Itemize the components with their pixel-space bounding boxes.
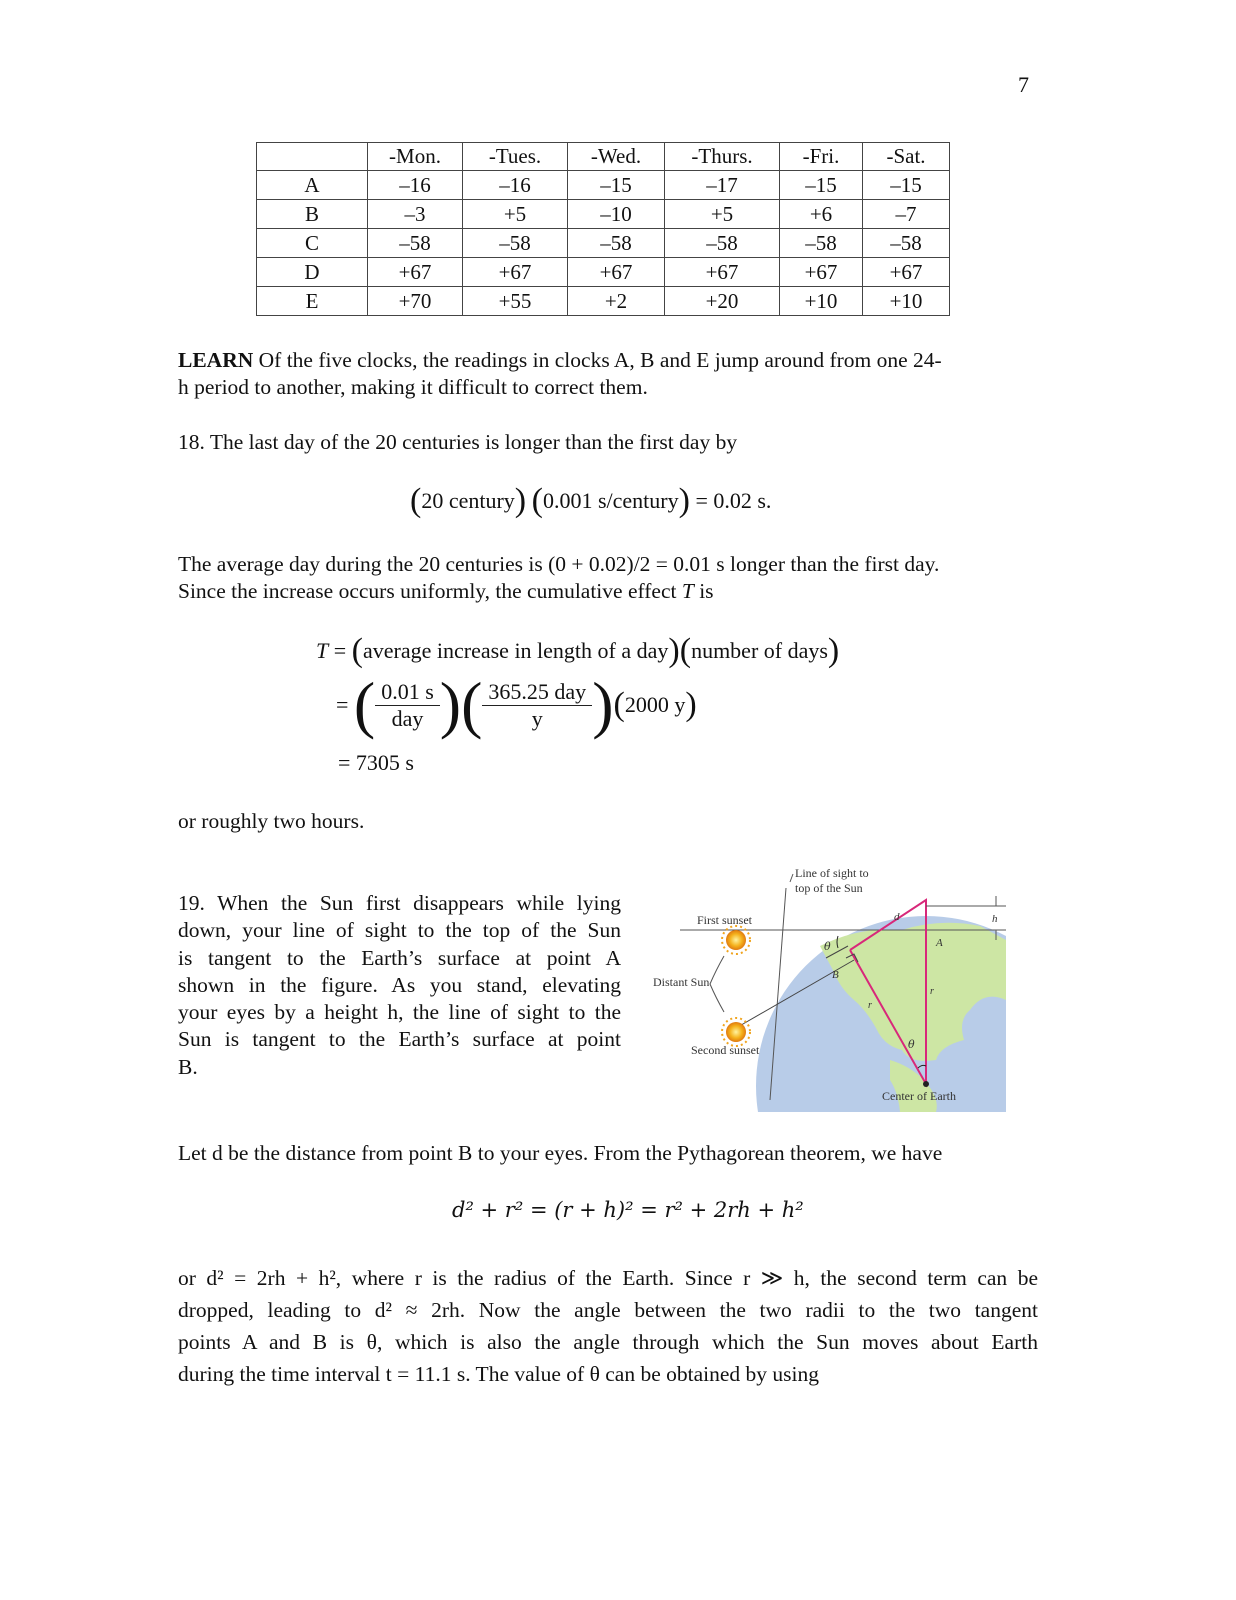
label-r-left: r (868, 1000, 872, 1011)
factor-years: 2000 y (624, 692, 686, 717)
label-line-of-sight-1: Line of sight to (795, 866, 869, 880)
p19-line: down, your line of sight to the top of the Sun (178, 918, 621, 943)
let-d-paragraph: Let d be the distance from point B to your eyes. From the Pythagorean theorem, we have (178, 1141, 943, 1165)
table-cell: –58 (568, 229, 665, 258)
fraction-num: 365.25 day (482, 679, 592, 706)
learn-line-1: Of the five clocks, the readings in clocks A, B and E jump around from one 24- (258, 348, 942, 372)
eq-term-rate: 0.001 s/century (542, 488, 679, 513)
p19-line: is tangent to the Earth’s surface at point A (178, 945, 621, 970)
T-variable: T (316, 638, 329, 663)
average-line-2-pre: Since the increase occurs uniformly, the cumulative effect (178, 579, 682, 603)
learn-line-2: h period to another, making it difficult to correct them. (178, 375, 648, 399)
label-d: d (894, 911, 900, 923)
T-equals: = (333, 638, 347, 663)
fraction-num: 0.01 s (375, 679, 440, 706)
learn-label: LEARN (178, 348, 254, 372)
learn-paragraph (178, 347, 1038, 401)
table-cell: –58 (368, 229, 463, 258)
p19-line: shown in the figure. As you stand, elevating (178, 972, 621, 997)
table-cell: –58 (780, 229, 863, 258)
table-row (257, 287, 950, 316)
table-header-cell: -Mon. (368, 143, 463, 171)
label-h: h (992, 913, 998, 925)
table-cell: –58 (665, 229, 780, 258)
table-cell: –15 (863, 171, 950, 200)
p19-line: B. (178, 1054, 198, 1079)
distant-sun-brace (710, 956, 724, 1012)
final-line: points A and B is θ, which is also the angle through which the Sun moves about Earth (178, 1330, 1038, 1354)
T-term-days: number of days (691, 638, 828, 663)
table-cell: +67 (780, 258, 863, 287)
fraction-den: y (531, 705, 543, 731)
table-cell: –10 (568, 200, 665, 229)
table-cell: +10 (863, 287, 950, 316)
equation-century: (20 century) (0.001 s/century) = 0.02 s. (410, 482, 772, 519)
table-row (257, 200, 950, 229)
table-cell: –16 (463, 171, 568, 200)
final-paragraph (178, 1262, 1038, 1390)
table-cell: +67 (368, 258, 463, 287)
second-sun-icon (722, 1018, 750, 1046)
table-cell: C (257, 229, 368, 258)
table-cell: A (257, 171, 368, 200)
pythagorean-equation: d² + r² = (r + h)² = r² + 2rh + h² (452, 1198, 804, 1222)
table-row (257, 229, 950, 258)
p19-line: 19. When the Sun first disappears while lying (178, 891, 621, 915)
fraction-days-per-year (482, 679, 592, 732)
table-cell: +10 (780, 287, 863, 316)
table-cell: +55 (463, 287, 568, 316)
table-header-cell: -Fri. (780, 143, 863, 171)
equation-T-line1: T = (average increase in length of a day)(number of days) (316, 632, 840, 669)
fraction-per-day (375, 679, 440, 732)
label-r-right: r (930, 986, 934, 997)
label-first-sunset: First sunset (697, 913, 753, 927)
problem-18-intro: 18. The last day of the 20 centuries is longer than the first day by (178, 430, 738, 454)
table-cell: –7 (863, 200, 950, 229)
average-paragraph (178, 551, 1038, 605)
table-cell: +67 (863, 258, 950, 287)
table-cell: –58 (463, 229, 568, 258)
final-line: during the time interval t = 11.1 s. The value of θ can be obtained by using (178, 1362, 820, 1386)
closing-text: or roughly two hours. (178, 809, 365, 833)
p19-line: Sun is tangent to the Earth’s surface at point (178, 1027, 621, 1052)
table-cell: –16 (368, 171, 463, 200)
table-cell: –58 (863, 229, 950, 258)
label-leader (790, 874, 793, 882)
table-header-cell: -Tues. (463, 143, 568, 171)
final-line: dropped, leading to d² ≈ 2rh. Now the angle between the two radii to the two tangent (178, 1298, 1038, 1322)
p19-line: your eyes by a height h, the line of sight to the (178, 1000, 621, 1025)
table-cell: +67 (665, 258, 780, 287)
equation-T-result: = 7305 s (338, 750, 414, 775)
table-cell: +20 (665, 287, 780, 316)
label-line-of-sight-2: top of the Sun (795, 881, 863, 895)
fraction-den: day (391, 705, 424, 731)
page-number: 7 (1018, 72, 1029, 97)
table-cell: +67 (463, 258, 568, 287)
final-line: or d² = 2rh + h², where r is the radius of the Earth. Since r ≫ h, the second term can be (178, 1266, 1038, 1290)
equation-T-line2: = ( $\frac{0.01 s}{\text{day}}$ )( $\frac{\text{365.25 day}}{y}$ )(2000 y) (336, 669, 697, 740)
table-header-cell: -Sat. (863, 143, 950, 171)
table-cell: +6 (780, 200, 863, 229)
label-B: B (832, 969, 839, 981)
average-line-1: The average day during the 20 centuries is (0 + 0.02)/2 = 0.01 s longer than the first day. (178, 552, 940, 576)
label-distant-sun: Distant Sun (653, 975, 710, 989)
clock-table (256, 142, 950, 316)
eq-term-century: 20 century (421, 488, 515, 513)
table-cell: +5 (665, 200, 780, 229)
sunset-figure (640, 860, 1020, 1116)
table-cell: +67 (568, 258, 665, 287)
label-theta-center: θ (908, 1038, 915, 1051)
table-cell: B (257, 200, 368, 229)
table-cell: D (257, 258, 368, 287)
table-row (257, 258, 950, 287)
label-theta-top: θ (824, 940, 831, 953)
table-header-cell: -Thurs. (665, 143, 780, 171)
table-cell: –3 (368, 200, 463, 229)
label-A: A (936, 937, 943, 949)
table-cell: E (257, 287, 368, 316)
table-cell: +5 (463, 200, 568, 229)
eq-result: = 0.02 s. (695, 488, 772, 513)
problem-19-text (178, 890, 621, 1081)
table-cell: +2 (568, 287, 665, 316)
T-term-average: average increase in length of a day (363, 638, 669, 663)
average-line-2-var: T (681, 579, 694, 603)
center-dot (923, 1081, 929, 1087)
table-cell: –15 (568, 171, 665, 200)
table-cell: +70 (368, 287, 463, 316)
table-header-cell: -Wed. (568, 143, 665, 171)
table-cell: –15 (780, 171, 863, 200)
table-header-row (257, 143, 950, 171)
table-row (257, 171, 950, 200)
average-line-2-post: is (693, 579, 714, 603)
table-header-cell (257, 143, 368, 171)
label-center-of-earth: Center of Earth (882, 1089, 956, 1103)
table-cell: –17 (665, 171, 780, 200)
label-second-sunset: Second sunset (691, 1043, 760, 1057)
